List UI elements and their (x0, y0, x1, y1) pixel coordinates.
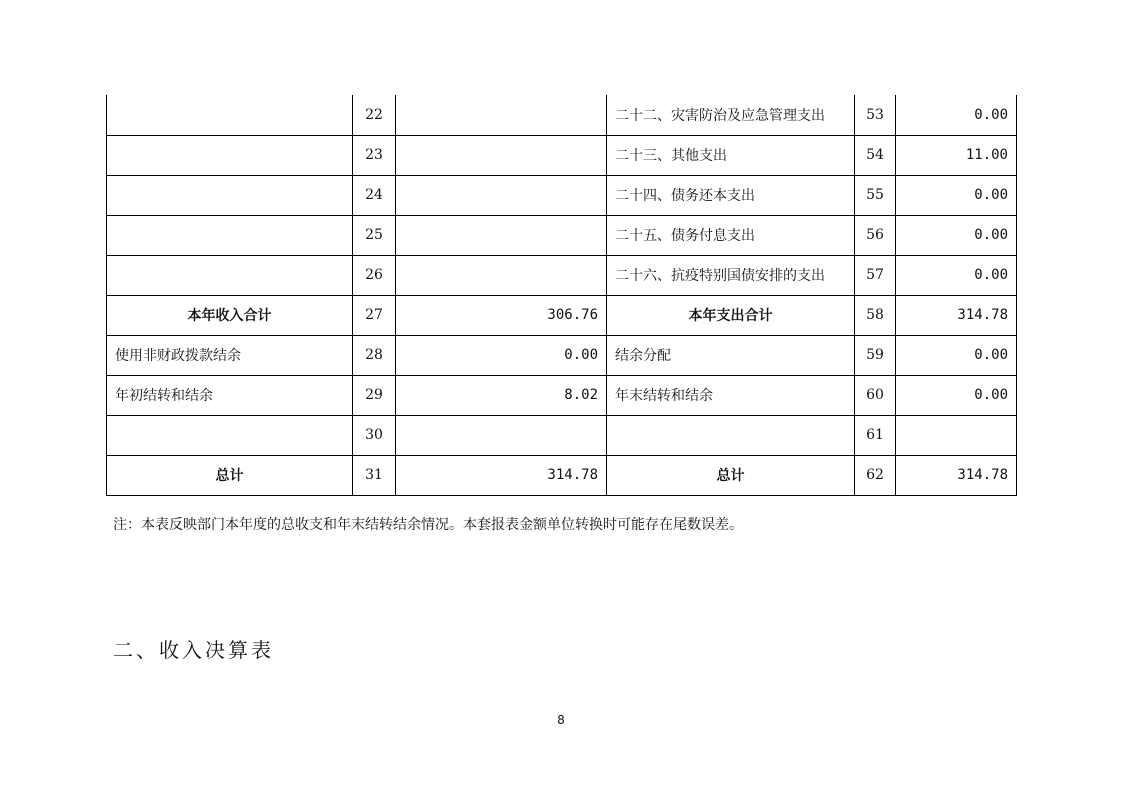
income-item-cell: 使用非财政拨款结余 (107, 335, 353, 375)
income-item-cell: 年初结转和结余 (107, 375, 353, 415)
income-item-cell (107, 415, 353, 455)
table-row (107, 455, 1017, 495)
expense-row-number-cell: 62 (855, 455, 896, 495)
expense-amount-cell: 314.78 (896, 455, 1017, 495)
expense-item-cell (607, 415, 855, 455)
income-row-number-cell: 27 (353, 295, 396, 335)
table-row (107, 135, 1017, 175)
page-number: 8 (557, 713, 565, 727)
section-title: 二、收入决算表 (113, 638, 274, 662)
expense-item-cell: 二十三、其他支出 (607, 135, 855, 175)
income-row-number-cell: 25 (353, 215, 396, 255)
income-row-number-cell: 23 (353, 135, 396, 175)
expense-amount-cell: 11.00 (896, 135, 1017, 175)
income-item-cell: 本年收入合计 (107, 295, 353, 335)
income-row-number-cell: 22 (353, 95, 396, 135)
expense-row-number-cell: 58 (855, 295, 896, 335)
income-row-number-cell: 28 (353, 335, 396, 375)
expense-row-number-cell: 54 (855, 135, 896, 175)
expense-row-number-cell: 56 (855, 215, 896, 255)
expense-row-number-cell: 57 (855, 255, 896, 295)
table-row (107, 215, 1017, 255)
table-row (107, 295, 1017, 335)
expense-amount-cell: 0.00 (896, 335, 1017, 375)
income-row-number-cell: 26 (353, 255, 396, 295)
income-expense-summary-table (106, 95, 1017, 496)
expense-row-number-cell: 59 (855, 335, 896, 375)
expense-row-number-cell: 53 (855, 95, 896, 135)
expense-amount-cell (896, 415, 1017, 455)
expense-item-cell: 二十六、抗疫特别国债安排的支出 (607, 255, 855, 295)
income-item-cell (107, 175, 353, 215)
expense-amount-cell: 0.00 (896, 375, 1017, 415)
table-body (107, 95, 1017, 495)
expense-row-number-cell: 61 (855, 415, 896, 455)
income-amount-cell (396, 415, 607, 455)
income-amount-cell (396, 95, 607, 135)
expense-item-cell: 二十四、债务还本支出 (607, 175, 855, 215)
income-item-cell (107, 135, 353, 175)
table-row (107, 415, 1017, 455)
income-amount-cell (396, 135, 607, 175)
income-amount-cell: 314.78 (396, 455, 607, 495)
income-item-cell (107, 255, 353, 295)
expense-item-cell: 年末结转和结余 (607, 375, 855, 415)
income-row-number-cell: 29 (353, 375, 396, 415)
income-row-number-cell: 24 (353, 175, 396, 215)
expense-item-cell: 本年支出合计 (607, 295, 855, 335)
expense-amount-cell: 0.00 (896, 215, 1017, 255)
income-amount-cell: 306.76 (396, 295, 607, 335)
expense-item-cell: 总计 (607, 455, 855, 495)
expense-item-cell: 结余分配 (607, 335, 855, 375)
expense-amount-cell: 0.00 (896, 175, 1017, 215)
expense-amount-cell: 0.00 (896, 95, 1017, 135)
income-amount-cell: 0.00 (396, 335, 607, 375)
income-item-cell (107, 215, 353, 255)
table-row (107, 175, 1017, 215)
expense-item-cell: 二十二、灾害防治及应急管理支出 (607, 95, 855, 135)
income-row-number-cell: 31 (353, 455, 396, 495)
income-item-cell: 总计 (107, 455, 353, 495)
expense-amount-cell: 0.00 (896, 255, 1017, 295)
table-row (107, 375, 1017, 415)
income-amount-cell (396, 175, 607, 215)
expense-row-number-cell: 60 (855, 375, 896, 415)
table-note: 注：本表反映部门本年度的总收支和年末结转结余情况。本套报表金额单位转换时可能存在尾数误差。 (113, 517, 743, 533)
income-amount-cell (396, 255, 607, 295)
expense-amount-cell: 314.78 (896, 295, 1017, 335)
table-row (107, 95, 1017, 135)
income-amount-cell: 8.02 (396, 375, 607, 415)
table-row (107, 335, 1017, 375)
income-amount-cell (396, 215, 607, 255)
expense-row-number-cell: 55 (855, 175, 896, 215)
income-item-cell (107, 95, 353, 135)
table-row (107, 255, 1017, 295)
expense-item-cell: 二十五、债务付息支出 (607, 215, 855, 255)
income-row-number-cell: 30 (353, 415, 396, 455)
